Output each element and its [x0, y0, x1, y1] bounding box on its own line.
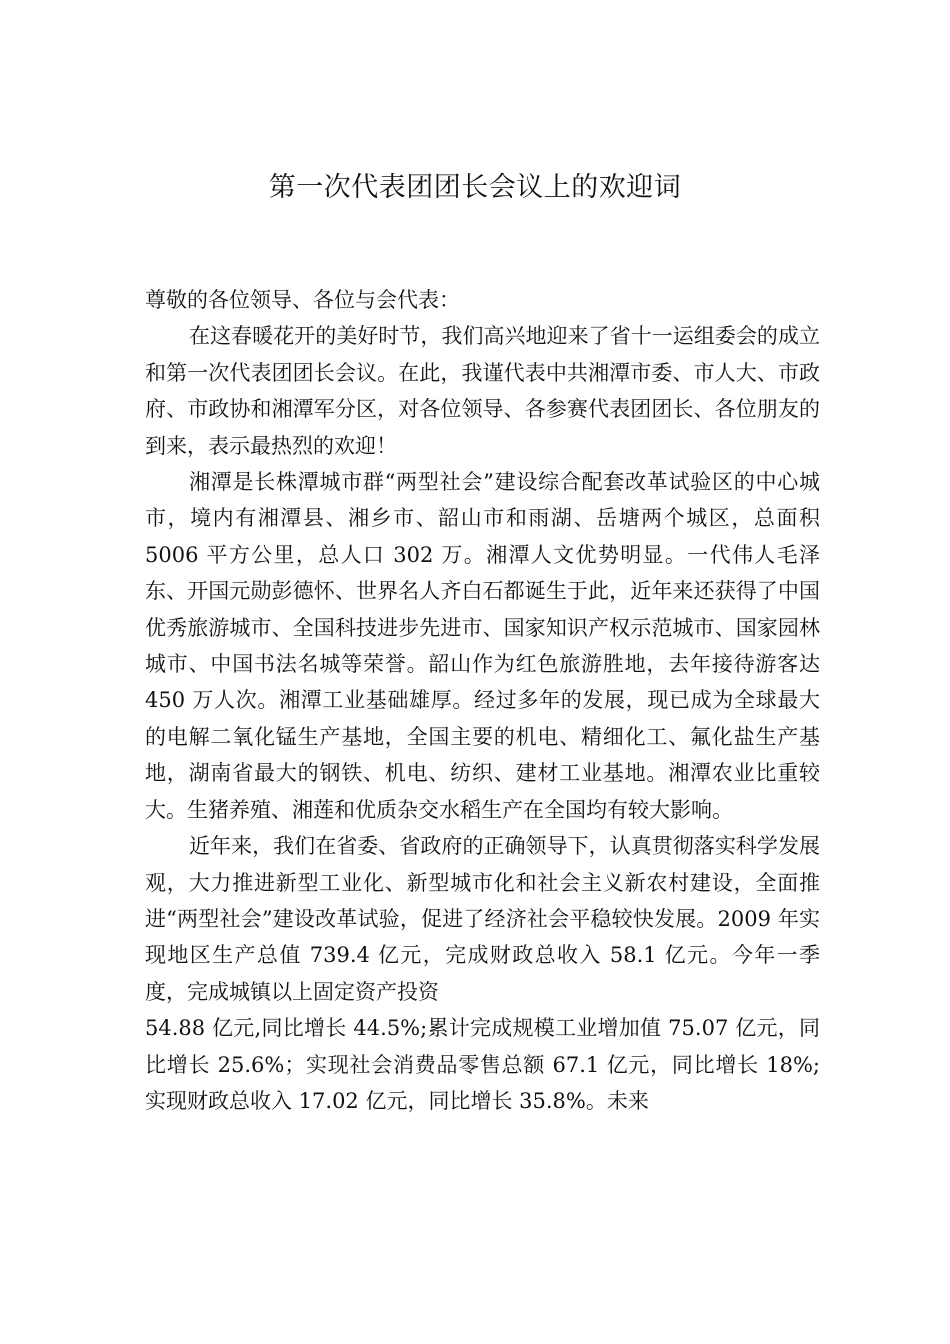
document-title: 第一次代表团团长会议上的欢迎词 — [268, 172, 682, 203]
document-body — [145, 282, 820, 1119]
paragraph-welcome: 在这春暖花开的美好时节，我们高兴地迎来了省十一运组委会的成立和第一次代表团团长会议。在此，我谨代表中共湘潭市委、市人大、市政府、市政协和湘潭军分区，对各位领导、各参赛代表团团长、各位朋友的到来，表示最热烈的欢迎！ — [145, 324, 820, 458]
paragraph-statistics: 54.88 亿元,同比增长 44.5%;累计完成规模工业增加值 75.07 亿元，同比增长 25.6%；实现社会消费品零售总额 67.1 亿元，同比增长 18%;实现财政总收入 17.02 亿元，同比增长 35.8%。未来 — [145, 1016, 820, 1113]
salutation: 尊敬的各位领导、各位与会代表： — [145, 288, 460, 312]
paragraph-city-intro: 湘潭是长株潭城市群“两型社会”建设综合配套改革试验区的中心城市，境内有湘潭县、湘乡市、韶山市和雨湖、岳塘两个城区，总面积 5006 平方公里，总人口 302 万。湘潭人文优势明显。一代伟人毛泽东、开国元勋彭德怀、世界名人齐白石都诞生于此，近年来还获得了中国优秀旅游城市、全国科技进步先进市、国家知识产权示范城市、国家园林城市、中国书法名城等荣誉。韶山作为红色旅游胜地，去年接待游客达 450 万人次。湘潭工业基础雄厚。经过多年的发展，现已成为全球最大的电解二氧化锰生产基地，全国主要的机电、精细化工、氟化盐生产基地，湖南省最大的钢铁、机电、纺织、建材工业基地。湘潭农业比重较大。生猪养殖、湘莲和优质杂交水稻生产在全国均有较大影响。 — [145, 470, 820, 822]
paragraph-development: 近年来，我们在省委、省政府的正确领导下，认真贯彻落实科学发展观，大力推进新型工业化、新型城市化和社会主义新农村建设，全面推进“两型社会”建设改革试验，促进了经济社会平稳较快发展。2009 年实现地区生产总值 739.4 亿元，完成财政总收入 58.1 亿元。今年一季度，完成城镇以上固定资产投资 — [145, 834, 820, 1004]
